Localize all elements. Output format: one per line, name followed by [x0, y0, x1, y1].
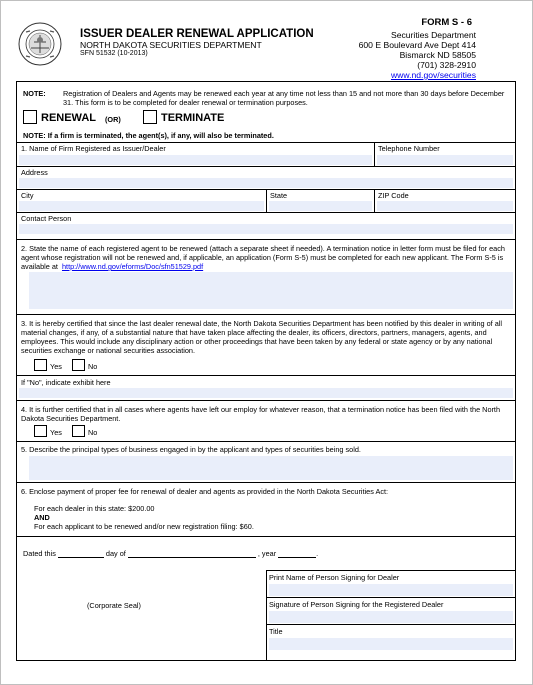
note-text: Registration of Dealers and Agents may be renewed each year at any time not less than 15 and not more than 30 days before December 31. This form is to be completed for dealer renewal or termination purposes. [63, 89, 505, 107]
exhibit-field[interactable] [19, 388, 513, 398]
sfn-number: SFN 51532 (10-2013) [80, 50, 148, 57]
city-field[interactable] [19, 201, 264, 211]
print-name-label: Print Name of Person Signing for Dealer [269, 573, 400, 582]
exhibit-label: If "No", indicate exhibit here [21, 378, 111, 387]
terminate-checkbox[interactable] [143, 110, 157, 124]
form-title: ISSUER DEALER RENEWAL APPLICATION [80, 28, 314, 40]
state-label: State [270, 191, 288, 200]
website-link[interactable]: www.nd.gov/securities [390, 70, 476, 80]
q3-yes-checkbox[interactable] [34, 359, 47, 371]
phone-number: (701) 328-2910 [417, 60, 476, 70]
year-field[interactable] [278, 549, 316, 558]
zip-label: ZIP Code [378, 191, 409, 200]
termination-note: NOTE: If a firm is terminated, the agent(s), if any, will also be terminated. [23, 131, 274, 140]
signature-label: Signature of Person Signing for the Registered Dealer [269, 600, 444, 609]
state-seal-icon [18, 22, 62, 66]
date-line: Dated this day of , year . [23, 549, 319, 558]
form-s5-link[interactable]: http://www.nd.gov/eforms/Doc/sfn51529.pdf [61, 262, 204, 271]
q3-no-checkbox[interactable] [72, 359, 85, 371]
q5-text: 5. Describe the principal types of business engaged in by the applicant and types of securities being sold. [21, 445, 361, 454]
applicant-fee: For each applicant to be renewed and/or new registration filing: $60. [34, 522, 254, 531]
q4-yes-checkbox[interactable] [34, 425, 47, 437]
and-label: AND [34, 513, 50, 522]
dealer-fee: For each dealer in this state: $200.00 [34, 504, 155, 513]
corporate-seal-label: (Corporate Seal) [87, 601, 141, 610]
day-field[interactable] [58, 549, 104, 558]
contact-label: Contact Person [21, 214, 72, 223]
address-line-2: 600 E Boulevard Ave Dept 414 [358, 40, 476, 50]
q2-text: 2. State the name of each registered agent to be renewed (attach a separate sheet if needed). A termination notice in letter form must be filed for each agent whose registration will not be renewed and, if applicable, an application (Form S-5) must be completed for each new applicant. The Form S-5 is available at http://www.nd.gov/eforms/Doc/sfn51529.pdf [21, 244, 505, 271]
renewal-checkbox[interactable] [23, 110, 37, 124]
month-field[interactable] [128, 549, 256, 558]
state-field[interactable] [269, 201, 372, 211]
telephone-label: Telephone Number [378, 144, 440, 153]
or-label: (OR) [105, 115, 121, 124]
zip-field[interactable] [377, 201, 513, 211]
firm-name-field[interactable] [19, 155, 372, 165]
address-line-1: Securities Department [390, 30, 476, 40]
contact-field[interactable] [19, 224, 513, 234]
q3-text: 3. It is hereby certified that since the last dealer renewal date, the North Dakota Securities Department has been notified by this dealer in writing of all material changes, if any, of a substantial nature that have taken place affecting the dealer, its officers, directors, partners, managers, agents, and employees. This would include any disciplinary action or other proceedings that have been taken by any federal or state agency or by any national securities exchange or national securities association. [21, 319, 503, 355]
firm-name-label: 1. Name of Firm Registered as Issuer/Dealer [21, 144, 166, 153]
title-label: Title [269, 627, 283, 636]
title-field[interactable] [269, 638, 513, 650]
application-form [16, 81, 516, 661]
city-label: City [21, 191, 34, 200]
q4-no-label: No [88, 428, 98, 437]
renewal-label: RENEWAL [41, 112, 96, 124]
form-number: FORM S - 6 [421, 17, 472, 28]
terminate-label: TERMINATE [161, 112, 225, 124]
address-field[interactable] [19, 178, 513, 188]
telephone-field[interactable] [377, 155, 513, 165]
q4-text: 4. It is further certified that in all cases where agents have left our employ for whatever reason, that a termination notice has been filed with the North Dakota Securities Department. [21, 405, 501, 423]
department-name: NORTH DAKOTA SECURITIES DEPARTMENT [80, 40, 262, 50]
q3-yes-label: Yes [50, 362, 62, 371]
note-label: NOTE: [23, 89, 46, 98]
business-types-field[interactable] [29, 456, 513, 480]
agents-field[interactable] [29, 272, 513, 309]
signature-field[interactable] [269, 611, 513, 623]
address-label: Address [21, 168, 48, 177]
address-line-3: Bismarck ND 58505 [399, 50, 476, 60]
print-name-field[interactable] [269, 584, 513, 596]
q3-no-label: No [88, 362, 98, 371]
q6-text: 6. Enclose payment of proper fee for renewal of dealer and agents as provided in the North Dakota Securities Act: [21, 487, 389, 496]
q4-yes-label: Yes [50, 428, 62, 437]
q4-no-checkbox[interactable] [72, 425, 85, 437]
